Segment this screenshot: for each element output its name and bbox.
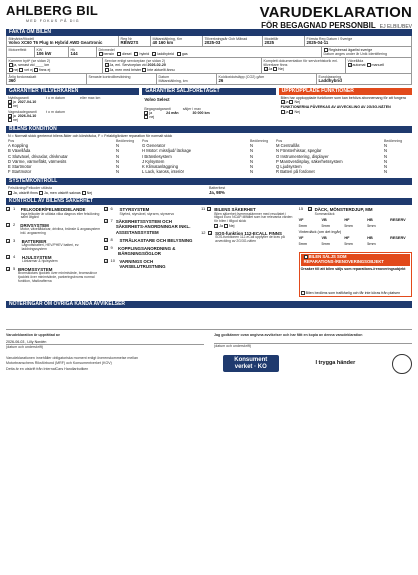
new-car-warranty-no-checkbox[interactable] <box>8 104 12 108</box>
fuel-options: Drivmedel bensin diesel hybrid ✓laddhybrid gas <box>97 47 322 58</box>
service-defects-checkbox[interactable] <box>105 68 109 72</box>
safety-checks <box>6 205 412 299</box>
safety-no-checkbox[interactable] <box>224 224 228 228</box>
service-yes-checkbox[interactable]: ✓ <box>105 62 109 68</box>
system-yes2-checkbox[interactable] <box>39 191 43 195</box>
winter-tire-table: VF VB HF HB RESERV 5mm 5mm 5mm 5mm <box>298 236 406 246</box>
paint-warranty-no-checkbox[interactable] <box>8 118 12 122</box>
seller-warranty: GARANTIER SÄLJFÖRETAGET Volvo Select Begagnatgaranti säljer i max ✓ja 24 mån 30 000 km nej <box>142 88 275 123</box>
notes-area[interactable] <box>6 308 412 330</box>
company-logo: AHLBERG BIL <box>6 3 99 18</box>
fuel-hybrid-checkbox[interactable] <box>134 52 138 56</box>
warranty-row <box>6 88 412 123</box>
camshaft-unknown-checkbox[interactable] <box>19 68 23 72</box>
footer: Varudeklarationen innehåller obligatoriska moment enligt överenskommelse mellan Motorbranschens Riksförbund (MRF) och Konsumentverket (KOV) Detta är en utskrift från InternalCars Handlarbutiken Konsument verket · KO I trygga händer <box>6 354 412 374</box>
features-2g-no-checkbox[interactable]: ✓ <box>290 109 294 115</box>
system-yes-checkbox[interactable]: ✓ <box>9 190 13 196</box>
euro-value: Laddhybrid <box>318 77 342 83</box>
seller-warranty-name: Volvo Select <box>144 97 170 103</box>
safety-yes-checkbox[interactable]: ✓ <box>215 224 219 230</box>
system-check: Felsökning/Felkoder utlästa ✓Ja, utskrift finns Ja, men utskrift saknas Nej Batteritest Ja, 98% <box>6 185 412 196</box>
reg-value: RBW27S <box>120 39 139 45</box>
seller-warranty-yes-checkbox[interactable]: ✓ <box>145 111 149 117</box>
safety-col-4: 15 ✓ DÄCK, MÖNSTERDJUP, MM Sommardäck VF VB HF HB RESERV 5mm 5mm 5mm 5mm Vinterdäck (om det ingår) VF VB HF HB RESERV 5mm 5mm 5mm 5mm BILEN SÄLJS SOM REPARATIONS-/RENOVERINGSOBJEKT Orsaker till att bilen säljs som reparations-/renoveringsobjekt Bilen bedöms som trafikfarlig och får inte köras från platsen <box>299 207 412 297</box>
co2-value: 26 <box>218 77 224 83</box>
camshaft-chain-checkbox[interactable] <box>34 68 38 72</box>
manufacture-value: 2025-03 <box>204 39 221 45</box>
seal-icon <box>392 354 412 374</box>
section-seller-warranty-title: GARANTIER SÄLJFÖRETAGET <box>142 88 275 95</box>
repair-object-box: BILEN SÄLJS SOM REPARATIONS-/RENOVERINGSOBJEKT Orsaker till att bilen säljs som reparations-/renoveringsobjekt Bilen bedöms som trafikfarlig och får inte köras från platsen <box>299 252 412 297</box>
company-tagline: MED FOKUS PÅ DIG <box>26 18 80 23</box>
section-system-title: SYSTEMKONTROLL <box>6 178 412 185</box>
hk-value: 144 <box>70 50 78 56</box>
connected-features: UPPKOPPLADE FUNKTIONER Bilen har uppkopplade funktioner som kan behöva abonnemang för att fungera ✓ja Nej FUNKTIONERNA PÅVERKAS AV AVVECKLING AV 2G/3G-NÄTEN ja ✓Nej <box>279 88 412 123</box>
camshaft-yes-checkbox[interactable] <box>9 63 13 67</box>
section-notes-title: NOTERINGAR OM ÖVRIGA KÄNDA AVVIKELSER <box>6 301 412 308</box>
document-title: VARUDEKLARATION <box>259 4 412 21</box>
footer-slogan: I trygga händer <box>315 360 356 367</box>
kw-value: 106 kW <box>36 50 52 56</box>
fuel-laddhybrid-checkbox[interactable]: ✓ <box>153 51 157 57</box>
features-2g-yes-checkbox[interactable] <box>281 110 285 114</box>
registered-owner-checkbox[interactable] <box>324 48 328 52</box>
section-facts-title: FAKTA OM BILEN <box>6 29 412 36</box>
facts-row-3: Kamrem bytt* (se sidan 2) ja, senast vid ____ km nej vet ej finns ej Service enligt serviceplan (se sidan 2) ✓Ja, enl. Serviceplan vid 2026-02-20 Ja, men med brister Inte aktuellt ännu Komplett dokumentation för servicehistorik enl. tillverkare finns ✓Ja Nej Växellåda ✓automat manuell <box>6 58 412 74</box>
first-reg-value: 2025-04-11 <box>306 39 329 45</box>
features-yes-checkbox[interactable]: ✓ <box>281 100 286 106</box>
gearbox-auto-checkbox[interactable]: ✓ <box>348 62 352 68</box>
gearbox-manual-checkbox[interactable] <box>367 63 371 67</box>
new-car-warranty-date: 2027-04-10 <box>17 100 37 105</box>
condition-legend: N = Normalt skick gentemot bilens ålder och körsträcka, F = Felaktig/kräver reparation för normalt skick <box>8 133 173 138</box>
seller-warranty-no-checkbox[interactable] <box>144 115 148 119</box>
seller-warranty-months: 24 mån <box>166 111 179 116</box>
features-no-checkbox[interactable] <box>289 100 293 104</box>
brand-value: Volvo XC60 T6 Plug In Hybrid AWD Geartronic <box>8 39 103 45</box>
repair-title: BILEN SÄLJS SOM REPARATIONS-/RENOVERINGSOBJEKT <box>301 254 410 266</box>
konsumentverket-logo: Konsument verket · KO <box>223 355 279 373</box>
safety-col-2: ✓ 6 STYRSYSTEM Styrled, styrväxel, styrarm, styrservo ✓ 7 SÄKERHETSSYSTEM OCH SÄKERHETS-ANORDNINGAR INKL. ASSISTANSSYSTEM ✓ 8 STRÅLKASTARE OCH BELYSNING ✓ 9 KOPPLINGSANORDNING & BÄRGNINGSÖGLOR ✓ 10 VARNINGS OCH VARSELUTRUSTNING <box>104 206 193 269</box>
paint-warranty-yes-checkbox[interactable]: ✓ <box>9 113 13 119</box>
model-year-value: 2025 <box>264 39 275 45</box>
system-no-checkbox[interactable] <box>82 191 86 195</box>
section-condition-title: BILENS KONDITION <box>6 126 412 133</box>
facts-row-1: Bilmärke/Modell Volvo XC60 T6 Plug In Hybrid AWD Geartronic Reg Nr RBW27S Mätarställning, Km 40 160 km Tillverkningsår Och Månad 2025-03 Modellår 2025 Förrsta Reg Datum I Sverige 2025-04-11 <box>6 36 412 47</box>
manufacturer-warranty: GARANTIER TILLVERKAREN Nybilsgaranti t o m datum eller max km ✓ja 2027-04-10 nej Vagnskadegaranti t o m datum ✓ja 2026-04-10 nej <box>6 88 139 123</box>
section-warranty-title: GARANTIER TILLVERKAREN <box>6 88 139 95</box>
fuel-diesel-checkbox[interactable] <box>117 52 121 56</box>
new-car-warranty-yes-checkbox[interactable]: ✓ <box>9 100 13 106</box>
section-features-title: UPPKOPPLADE FUNKTIONER <box>279 88 412 95</box>
fuel-gas-checkbox[interactable] <box>177 52 181 56</box>
document-subtitle: FÖR BEGAGNAD PERSONBIL EJ ELBIL/BEV <box>261 21 412 31</box>
facts-row-2: Motoreffekt KW 106 kW Hk 144 Drivmedel bensin diesel hybrid ✓laddhybrid gas Registrerad ägarlist sverige Datum anges under år Unik Identifiering <box>6 47 412 58</box>
condition-grid: Pos Bedömning Pos Bedömning Pos Bedömning A Koppling N G Generator N M Centrallås N B Växellåda N H Motor: missljud/ läckage N N Fönsterhissar, speglar N C Slutväxel, drivaxlar, drivknutar N I Bränslesystem N O Instrumentering, displayer N D Värme, värmefläkt, värmesits N J Kylsystem N P Manöverdisplay, säkerhetssystem N E Startmotor N K Klimatanläggning N Q Ljudsystem N F Startmotor N L Lack, kaross, interiör N R Batteri på fordonet N <box>8 139 403 175</box>
repair-dangerous-checkbox[interactable] <box>301 291 305 295</box>
camshaft-no-checkbox[interactable] <box>9 68 13 72</box>
paint-warranty-date: 2026-04-10 <box>17 113 37 118</box>
battery-test-value: Ja, 98% <box>209 189 225 195</box>
tire-table: VF VB HF HB RESERV 5mm 5mm 5mm 5mm <box>298 218 406 228</box>
header <box>6 3 412 31</box>
safety-col-1: ✓ 1 FELKODER/FELMEDDELANDE Inga felkoder är utlästa vilka diagnos eller felsökning samt åtgärd ✓ 2 DRIVSYSTEM Motor, växellåda/car, drivlina, bränsle & avgassystem inkl. avgasrening ✓ 3 BATTERIER Lågvoltsbatteri, HEV/PHEV batteri, ev. laddningssystem ✓ 4 HJULSYSTEM Lärkarmar & hjulsystem ✓ 5 BROMSSYSTEM Bromsklotars tjocklek över minimivärde, bromsskivor tjocklek över minimivärde, parkeringsbroms normal funktion, hästkrafterna <box>7 206 101 283</box>
safety-col-3: 11 ✓ BILENS SÄKERHET Bilen säkerhet överensstämmer med resultatet i tillgod Euro NCAP-tillfället som har relevanta värden för bilen i tillgod skick ✓Ja Nej 12 ✓ SOS-funktion 112-ECALL FINNS SOS-funktionen 112-eCall uppfyller de krav på avveckling av 2G/3G-näten <box>201 206 293 244</box>
fuel-bensin-checkbox[interactable] <box>99 52 103 56</box>
mileage-value: 40 160 km <box>152 39 174 45</box>
service-not-yet-checkbox[interactable] <box>142 68 146 72</box>
section-safety-title: KONTROLL AV BILENS SÄKERHET <box>6 198 412 205</box>
seller-warranty-km: 30 000 km <box>192 111 210 116</box>
doc-no-checkbox[interactable] <box>273 67 277 71</box>
signatures: Varudeklaration är upprättad av 2026-06-03 , Lilly Nordén (datum och underskrift) Jag godkänner ovan angivna avvikelser och har fått en kopia av denna varudeklaration (datum och underskrift) <box>6 333 412 349</box>
doc-yes-checkbox[interactable]: ✓ <box>264 66 268 72</box>
seller-signature-value: 2026-06-03 , Lilly Nordén <box>6 340 47 345</box>
facts-row-4: Årlig fordonsskatt 360 Senaste kontrollbesiktning Datum Mätarställning, km Koldioxidutsläpp (CO2) g/km 26 Euroklassning Laddhybrid <box>6 74 412 85</box>
tax-value: 360 <box>8 77 16 83</box>
